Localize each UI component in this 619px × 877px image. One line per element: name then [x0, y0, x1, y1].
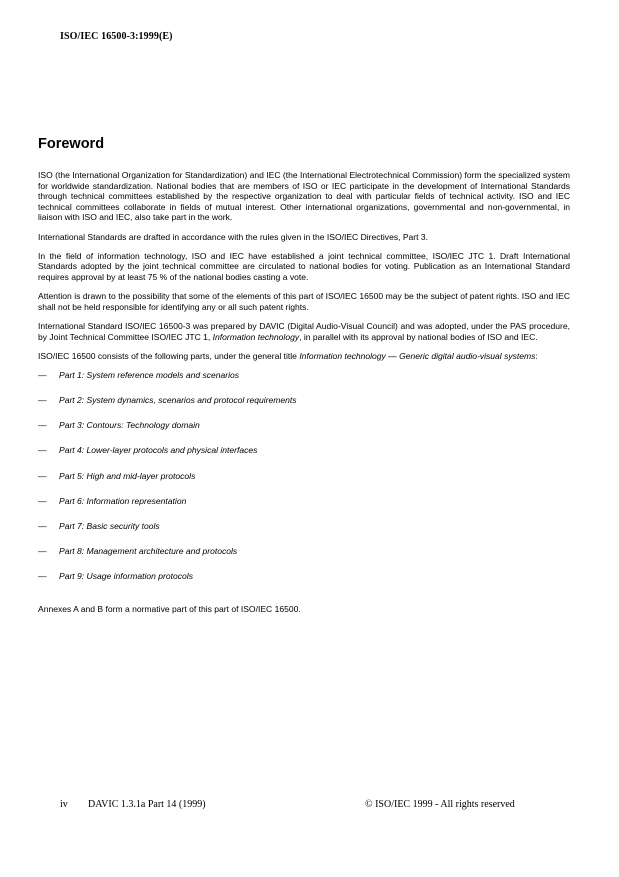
list-item — [38, 420, 570, 445]
part-label: Part 7: Basic security tools — [59, 521, 160, 531]
paragraph-directives: International Standards are drafted in accordance with the rules given in the ISO/IEC Directives, Part 3. — [38, 231, 429, 242]
list-item — [38, 395, 570, 420]
em-dash: — — [38, 470, 47, 481]
part-label: Part 3: Contours: Technology domain — [59, 420, 200, 431]
em-dash: — — [38, 420, 47, 431]
parts-intro-text: ISO/IEC 16500 consists of the following parts, under the general title — [38, 350, 300, 361]
footer-left — [60, 799, 206, 810]
list-item — [38, 521, 570, 546]
parts-intro-italic-title: Information technology — Generic digital audio-visual systems — [299, 350, 536, 361]
part-label: Part 6: Information representation — [59, 495, 187, 506]
paragraph-preparation — [38, 321, 570, 342]
part-label: Part 2: System dynamics, scenarios and protocol requirements — [59, 395, 297, 406]
part-label: Part 9: Usage information protocols — [59, 571, 193, 582]
part-label: Part 1: System reference models and scenarios — [59, 369, 240, 380]
list-item — [38, 445, 570, 470]
em-dash: — — [38, 369, 47, 380]
parts-intro-colon: : — [535, 350, 538, 361]
paragraph-patent-rights: Attention is drawn to the possibility that some of the elements of this part of ISO/IEC 16500 may be the subject of patent rights. ISO and IEC shall not be held responsible for identifying any or all such patent rights. — [38, 291, 570, 312]
footer-source: DAVIC 1.3.1a Part 14 (1999) — [88, 799, 206, 810]
list-item — [38, 471, 570, 496]
list-item — [38, 496, 570, 521]
preparation-text-end: , in parallel with its approval by national bodies of ISO and IEC. — [299, 331, 538, 342]
preparation-text: International Standard ISO/IEC 16500-3 was prepared by DAVIC (Digital Audio-Visual Council) and was adopted, under the PAS procedure, by Joint Technical Committee ISO/IEC JTC 1, — [38, 320, 570, 342]
foreword-body — [38, 170, 570, 623]
part-label: Part 4: Lower-layer protocols and physical interfaces — [59, 445, 258, 456]
page-number: iv — [60, 799, 68, 810]
em-dash: — — [38, 395, 47, 406]
footer-copyright: © ISO/IEC 1999 - All rights reserved — [365, 799, 515, 810]
em-dash: — — [38, 571, 47, 582]
part-label: Part 8: Management architecture and protocols — [59, 546, 238, 557]
em-dash: — — [38, 445, 47, 456]
em-dash: — — [38, 495, 47, 506]
paragraph-organizations: ISO (the International Organization for Standardization) and IEC (the International Electrotechnical Commission) form the specialized system for worldwide standardization. National bodies that are members of ISO or IEC participate in the development of International Standards through technical committees established by the respective organization to deal with particular fields of technical activity. ISO and IEC technical committees collaborate in fields of mutual interest. Other international organizations, governmental and non-governmental, in liaison with ISO and IEC, also take part in the work. — [38, 170, 570, 223]
preparation-italic: Information technology — [212, 331, 300, 342]
part-label: Part 5: High and mid-layer protocols — [59, 470, 196, 481]
paragraph-annexes: Annexes A and B form a normative part of this part of ISO/IEC 16500. — [38, 603, 301, 614]
list-item — [38, 546, 570, 571]
paragraph-parts-intro — [38, 351, 570, 362]
em-dash: — — [38, 521, 47, 531]
parts-list — [38, 370, 570, 597]
document-id-header: ISO/IEC 16500-3:1999(E) — [60, 31, 173, 42]
list-item — [38, 571, 570, 596]
paragraph-jtc1: In the field of information technology, ISO and IEC have established a joint technical committee, ISO/IEC JTC 1. Draft International Standards adopted by the joint technical committee are circulated to national bodies for voting. Publication as an International Standard requires approval by at least 75 % of the national bodies casting a vote. — [38, 250, 570, 282]
page-title: Foreword — [38, 136, 105, 152]
em-dash: — — [38, 546, 47, 557]
list-item — [38, 370, 570, 395]
